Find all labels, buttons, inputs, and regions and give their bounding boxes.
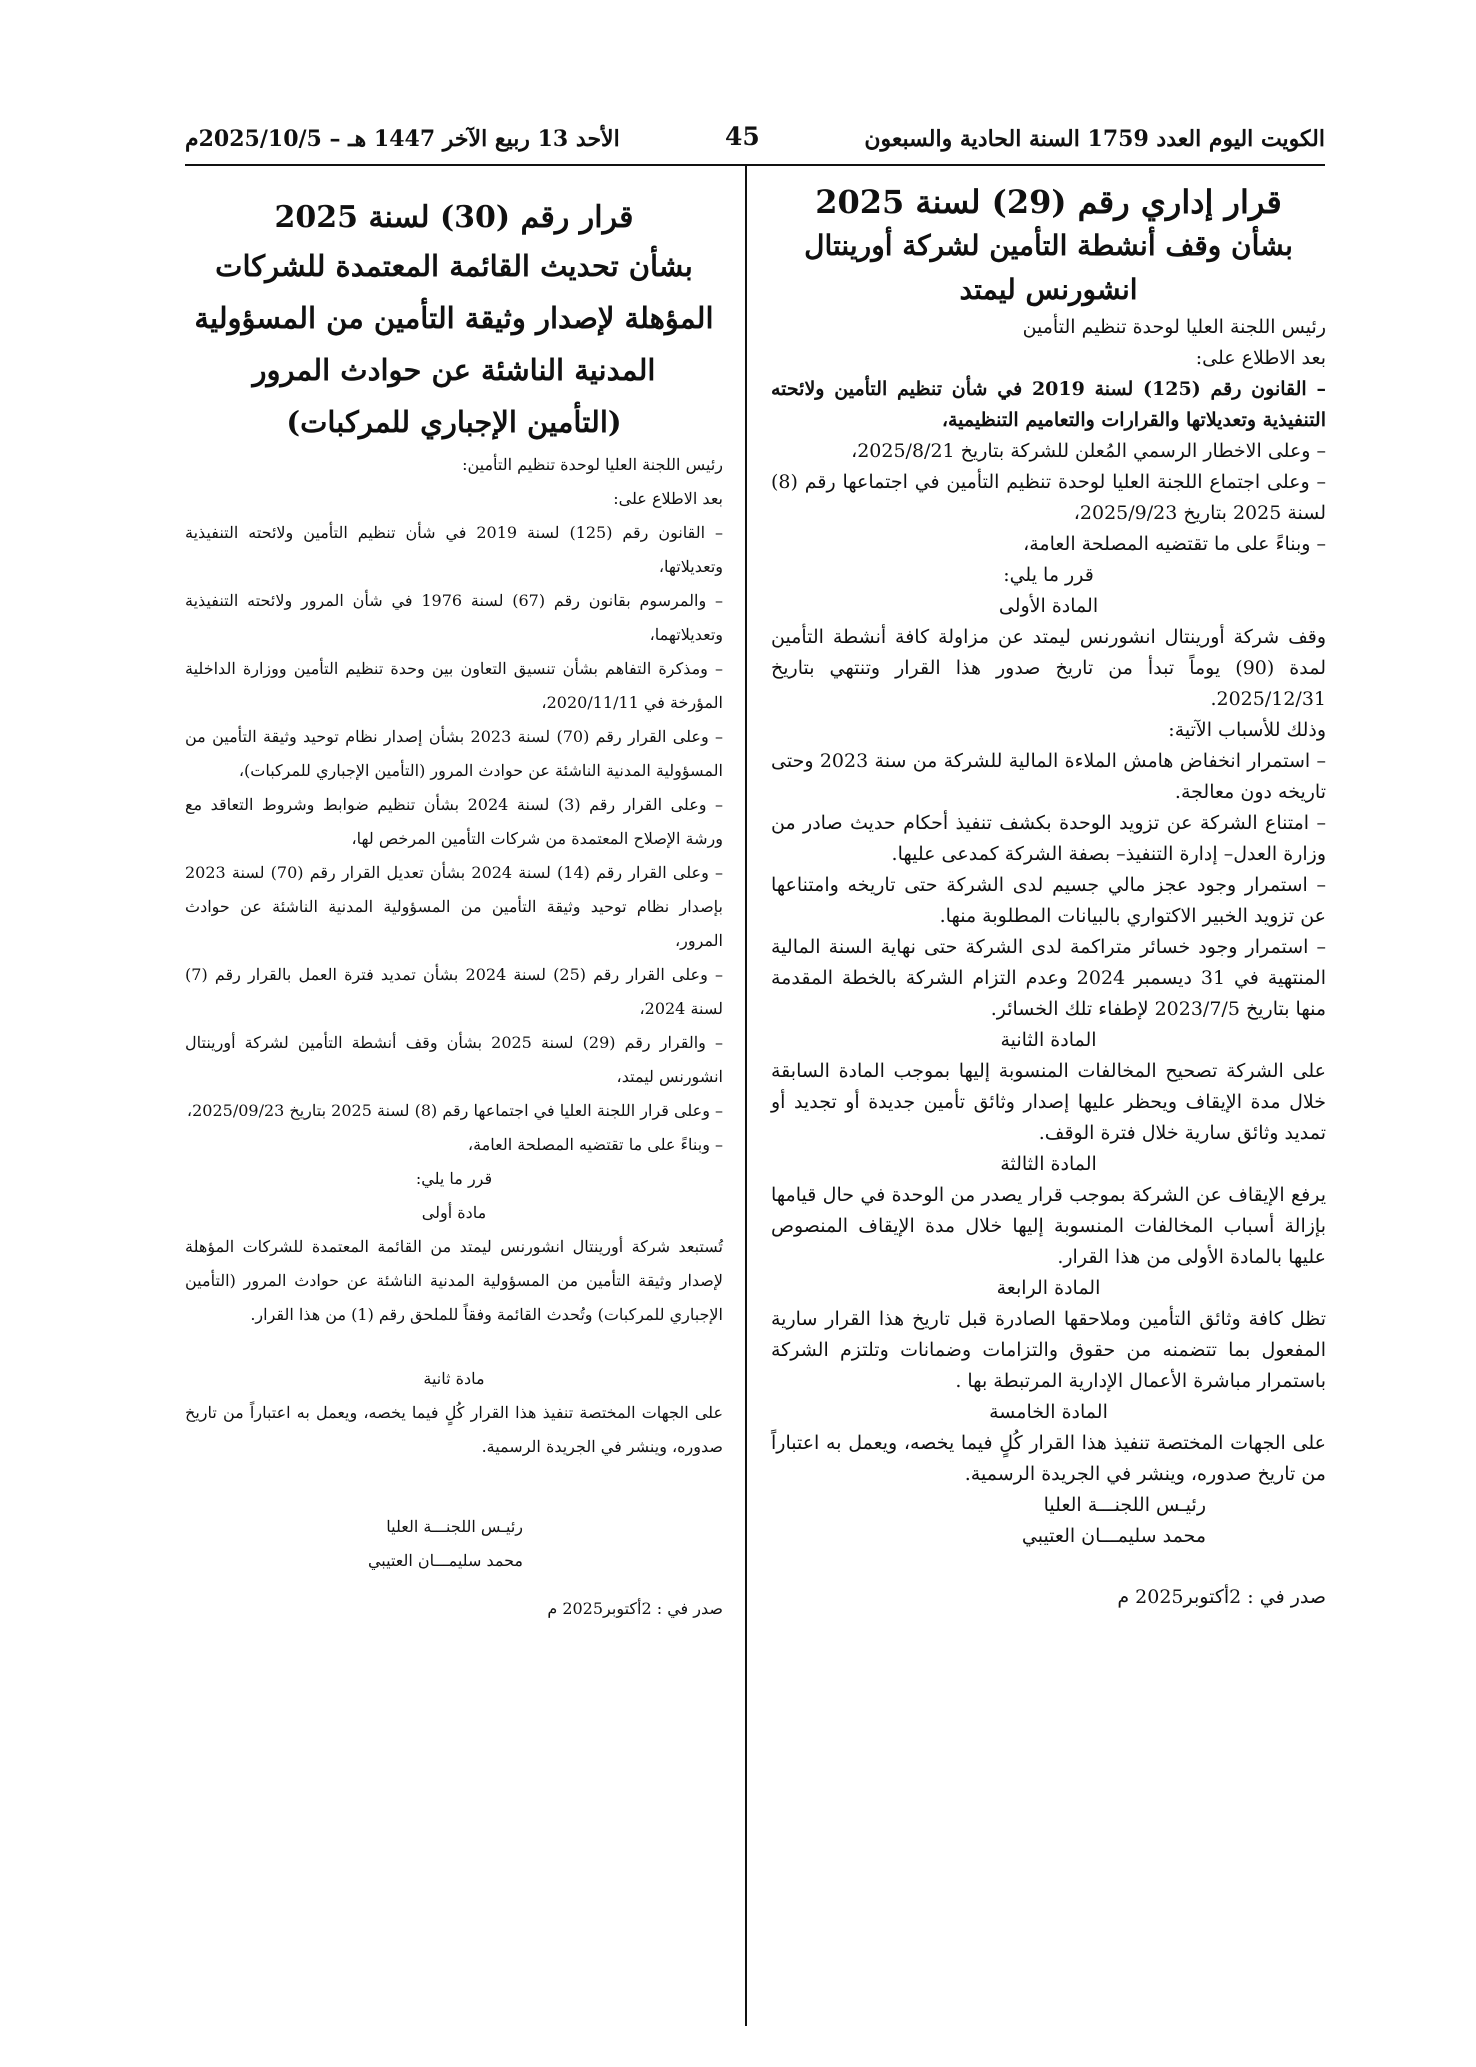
column-divider bbox=[745, 166, 747, 2026]
decision-30-subtitle: (التأمين الإجباري للمركبات) bbox=[286, 405, 622, 439]
decision-29-column bbox=[771, 180, 1326, 1613]
decision-29-article2-heading: المادة الثانية bbox=[1000, 1029, 1097, 1051]
decision-29-article2-text: على الشركة تصحيح المخالفات المنسوبة إليها بموجب المادة السابقة خلال مدة الإيقاف ويحظر عليها إصدار وثائق تأمين جديدة أو تجديد أو تمديد وثائق سارية خلال فترة الوقف. bbox=[771, 1060, 1326, 1144]
decision-30-article2-heading: مادة ثانية bbox=[423, 1369, 485, 1388]
decision-29-title: قرار إداري رقم (29) لسنة 2025 bbox=[815, 183, 1282, 221]
spacer bbox=[185, 1464, 723, 1510]
decision-30-article1-heading: مادة أولى bbox=[421, 1203, 487, 1222]
decision-29-signature-name: محمد سليمـــان العتيبي bbox=[1021, 1525, 1206, 1547]
decision-30-column bbox=[185, 180, 723, 1626]
decision-29-reason: – استمرار وجود عجز مالي جسيم لدى الشركة حتى تاريخه وامتناعها عن تزويد الخبير الاكتواري بالبيانات المطلوبة منها. bbox=[771, 874, 1326, 927]
decision-30-signature-name: محمد سليمـــان العتيبي bbox=[367, 1551, 523, 1570]
decision-29-reasons-intro: وذلك للأسباب الآتية: bbox=[1168, 719, 1326, 741]
decision-30-decided: قرر ما يلي: bbox=[415, 1169, 493, 1188]
decision-29-article1-text: وقف شركة أورينتال انشورنس ليمتد عن مزاولة كافة أنشطة التأمين لمدة (90) يوماً تبدأ من تاريخ صدور هذا القرار وتنتهي بتاريخ 2025/12/31. bbox=[771, 626, 1326, 710]
decision-29-after-review: بعد الاطلاع على: bbox=[1195, 347, 1326, 369]
decision-30-preamble-item: – والمرسوم بقانون رقم (67) لسنة 1976 في شأن المرور ولائحته التنفيذية وتعديلاتهما، bbox=[185, 591, 723, 644]
spacer bbox=[185, 1332, 723, 1362]
decision-29-reason: – امتناع الشركة عن تزويد الوحدة بكشف تنفيذ أحكام حديث صادر من وزارة العدل– إدارة التنفيذ– بصفة الشركة كمدعى عليها. bbox=[771, 812, 1326, 865]
decision-30-title: قرار رقم (30) لسنة 2025 bbox=[274, 200, 634, 235]
decision-30-article1-text: تُستبعد شركة أورينتال انشورنس ليمتد من القائمة المعتمدة للشركات المؤهلة لإصدار وثيقة التأمين من المسؤولية المدنية الناشئة عن حوادث المرور (التأمين الإجباري للمركبات) وتُحدث القائمة وفقاً للملحق رقم (1) من هذا القرار. bbox=[185, 1237, 723, 1324]
decision-30-preamble-item: – وعلى القرار رقم (14) لسنة 2024 بشأن تعديل القرار رقم (70) لسنة 2023 بإصدار نظام توحيد وثيقة التأمين من المسؤولية المدنية الناشئة عن حوادث المرور، bbox=[185, 863, 724, 950]
decision-30-preamble-item: – وعلى القرار رقم (3) لسنة 2024 بشأن تنظيم ضوابط وشروط التعاقد مع ورشة الإصلاح المعتمدة من شركات التأمين المرخص لها، bbox=[185, 795, 724, 848]
decision-29-subject: بشأن وقف أنشطة التأمين لشركة أورينتال انشورنس ليمتد bbox=[804, 229, 1293, 306]
decision-29-article4-heading: المادة الرابعة bbox=[996, 1277, 1101, 1299]
decision-29-decided: قرر ما يلي: bbox=[1003, 564, 1094, 586]
decision-30-preamble-item: – ومذكرة التفاهم بشأن تنسيق التعاون بين وحدة تنظيم التأمين ووزارة الداخلية المؤرخة في 2020/11/11، bbox=[185, 659, 723, 712]
header-rule bbox=[185, 164, 1325, 166]
decision-29-reason: – استمرار انخفاض هامش الملاءة المالية للشركة من سنة 2023 وحتى تاريخه دون معالجة. bbox=[771, 750, 1326, 803]
decision-29-preamble-item: – القانون رقم (125) لسنة 2019 في شأن تنظيم التأمين ولائحته التنفيذية وتعديلاتها والقرارات والتعاميم التنظيمية، bbox=[771, 378, 1326, 431]
decision-30-preamble-item: – وبناءً على ما تقتضيه المصلحة العامة، bbox=[467, 1135, 723, 1154]
decision-29-signature-title: رئيـس اللجنـــة العليا bbox=[1043, 1494, 1206, 1516]
page-header bbox=[185, 118, 1325, 158]
decision-29-article4-text: تظل كافة وثائق التأمين وملاحقها الصادرة قبل تاريخ هذا القرار سارية المفعول بما تتضمنه من حقوق والتزامات وضمانات وتلتزم الشركة باستمرار مباشرة الأعمال الإدارية المرتبطة بها . bbox=[771, 1308, 1326, 1392]
decision-30-preamble-item: – القانون رقم (125) لسنة 2019 في شأن تنظيم التأمين ولائحته التنفيذية وتعديلاتها، bbox=[185, 523, 723, 576]
decision-30-article2-text: على الجهات المختصة تنفيذ هذا القرار كُلٍ فيما يخصه، ويعمل به اعتباراً من تاريخ صدوره، وينشر في الجريدة الرسمية. bbox=[185, 1403, 723, 1456]
decision-30-preamble-item: – والقرار رقم (29) لسنة 2025 بشأن وقف أنشطة التأمين لشركة أورينتال انشورنس ليمتد، bbox=[185, 1033, 723, 1086]
decision-30-signature-title: رئيـس اللجنـــة العليا bbox=[386, 1517, 523, 1536]
decision-29-issuer: رئيس اللجنة العليا لوحدة تنظيم التأمين bbox=[1022, 316, 1326, 338]
spacer bbox=[185, 1578, 723, 1592]
decision-29-article3-text: يرفع الإيقاف عن الشركة بموجب قرار يصدر من الوحدة في حال قيامها بإزالة أسباب المخالفات المنسوبة إليها خلال مدة الإيقاف المنصوص عليها بالمادة الأولى من هذا القرار. bbox=[771, 1184, 1326, 1268]
decision-29-preamble-item: – وعلى اجتماع اللجنة العليا لوحدة تنظيم التأمين في اجتماعها رقم (8) لسنة 2025 بتاريخ 2025/9/23، bbox=[771, 471, 1326, 524]
gazette-date: الأحد 13 ربيع الآخر 1447 هـ – 2025/10/5م bbox=[185, 126, 620, 152]
decision-30-subject: بشأن تحديث القائمة المعتمدة للشركات المؤهلة لإصدار وثيقة التأمين من المسؤولية المدنية الناشئة عن حوادث المرور bbox=[194, 249, 714, 387]
decision-30-preamble-item: – وعلى القرار رقم (70) لسنة 2023 بشأن إصدار نظام توحيد وثيقة التأمين من المسؤولية المدنية الناشئة عن حوادث المرور (التأمين الإجباري للمركبات)، bbox=[185, 727, 724, 780]
decision-30-after-review: بعد الاطلاع على: bbox=[613, 489, 723, 508]
decision-29-article1-heading: المادة الأولى bbox=[998, 595, 1099, 617]
decision-29-reason: – استمرار وجود خسائر متراكمة لدى الشركة حتى نهاية السنة المالية المنتهية في 31 ديسمبر 2024 وعدم التزام الشركة بالخطة المقدمة منها بتاريخ 2023/7/5 لإطفاء تلك الخسائر. bbox=[771, 936, 1327, 1020]
gazette-issue-info: الكويت اليوم العدد 1759 السنة الحادية والسبعون bbox=[864, 126, 1325, 152]
decision-30-preamble-item: – وعلى القرار رقم (25) لسنة 2024 بشأن تمديد فترة العمل بالقرار رقم (7) لسنة 2024، bbox=[185, 965, 723, 1018]
decision-30-preamble-item: – وعلى قرار اللجنة العليا في اجتماعها رقم (8) لسنة 2025 بتاريخ 2025/09/23، bbox=[186, 1101, 723, 1120]
decision-30-issuer: رئيس اللجنة العليا لوحدة تنظيم التأمين: bbox=[462, 455, 723, 474]
decision-29-article5-heading: المادة الخامسة bbox=[989, 1401, 1108, 1423]
decision-29-preamble-item: – وعلى الاخطار الرسمي المُعلن للشركة بتاريخ 2025/8/21، bbox=[851, 440, 1326, 462]
spacer bbox=[771, 1552, 1326, 1582]
page-number: 45 bbox=[725, 122, 760, 151]
decision-29-article3-heading: المادة الثالثة bbox=[1000, 1153, 1097, 1175]
decision-29-preamble-item: – وبناءً على ما تقتضيه المصلحة العامة، bbox=[1023, 533, 1326, 555]
decision-30-issued-date: صدر في : 2أكتوبر2025 م bbox=[547, 1599, 723, 1618]
decision-29-issued-date: صدر في : 2أكتوبر2025 م bbox=[1117, 1586, 1326, 1608]
decision-29-article5-text: على الجهات المختصة تنفيذ هذا القرار كُلٍ فيما يخصه، ويعمل به اعتباراً من تاريخ صدوره، وينشر في الجريدة الرسمية. bbox=[771, 1432, 1326, 1485]
